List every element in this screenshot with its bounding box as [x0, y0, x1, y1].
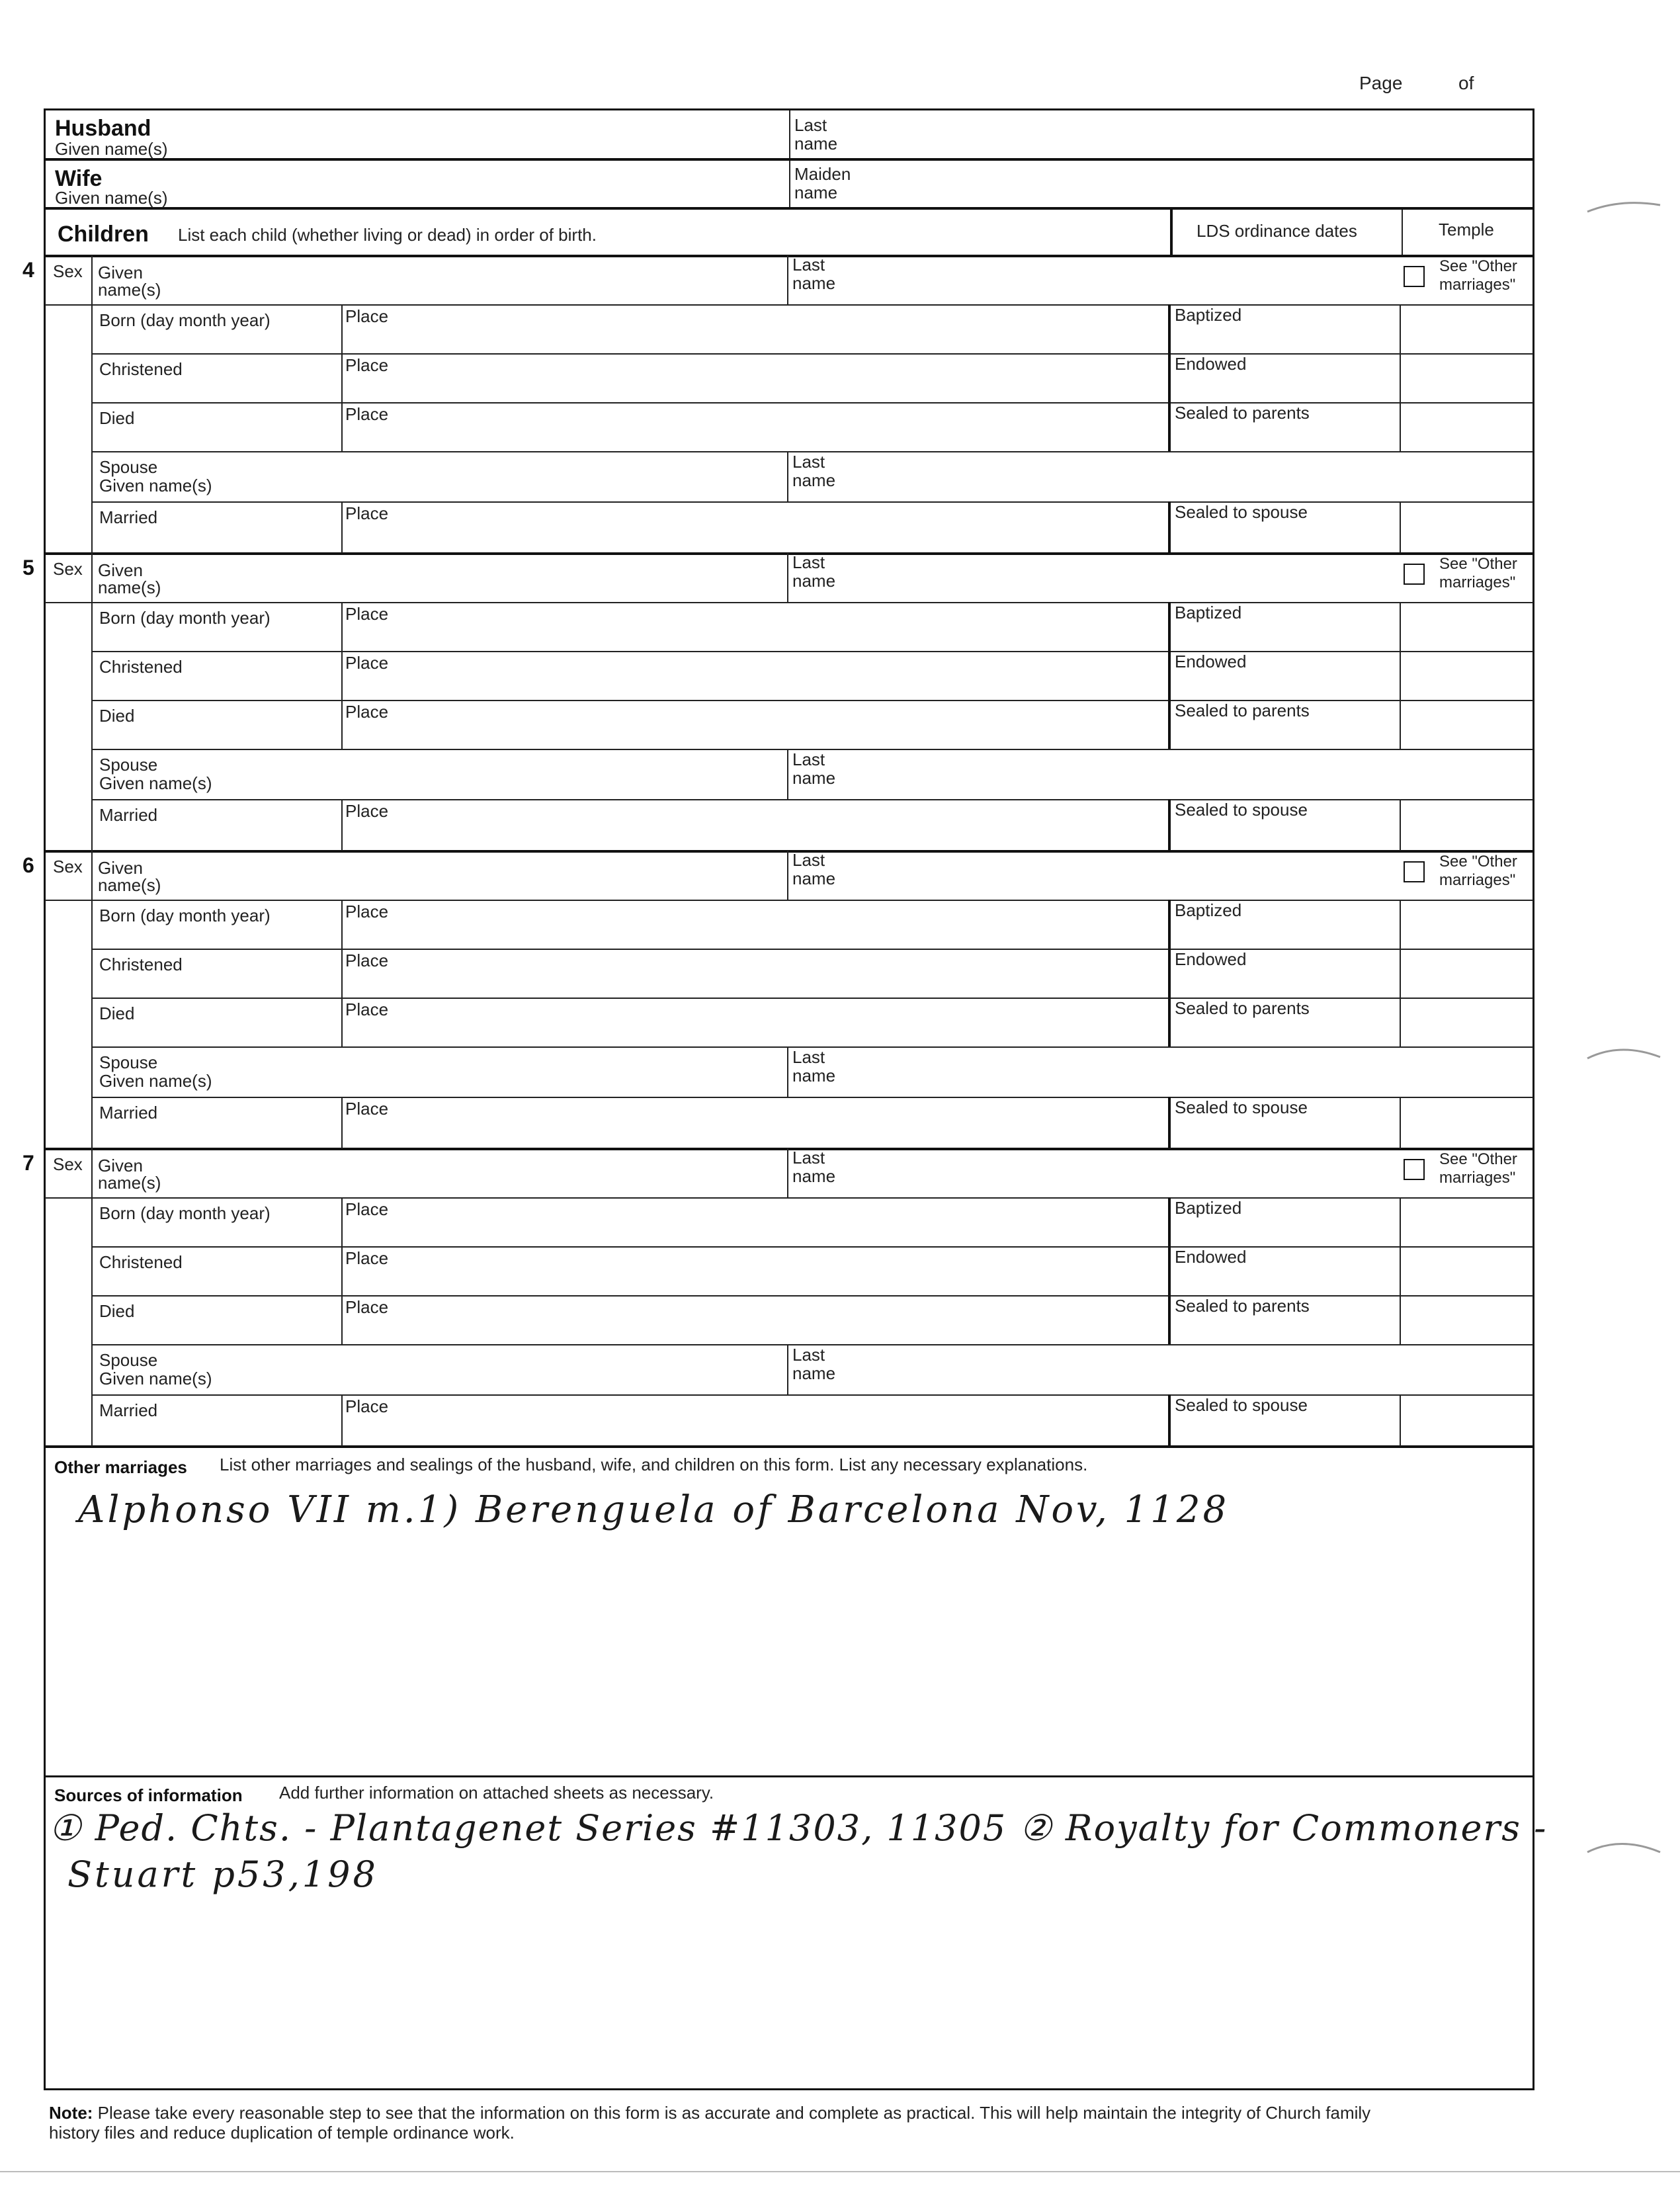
christened-label: Christened	[99, 955, 183, 974]
husband-given-field[interactable]	[244, 110, 786, 158]
child-number: 5	[22, 556, 34, 579]
spouse-label: Spouse	[99, 457, 158, 477]
given-names-label: name(s)	[98, 577, 161, 597]
row-line	[91, 700, 1533, 701]
note-line2: history files and reduce duplication of temple ordinance work.	[49, 2123, 515, 2143]
ordinance-divider	[1168, 304, 1171, 451]
spouse-last-name-label: name	[792, 1363, 836, 1383]
marriages-label: marriages"	[1439, 1169, 1516, 1187]
divider	[787, 1148, 788, 1199]
spouse-last-label: Last	[792, 452, 825, 472]
christened-place-label: Place	[345, 951, 389, 970]
temple-divider	[1400, 501, 1401, 553]
temple-divider	[1400, 1394, 1401, 1446]
see-other-marriages-checkbox[interactable]	[1404, 1159, 1425, 1180]
note-text-1: Please take every reasonable step to see that the information on this form is as accurate and complete as practical. This will help maintain the integrity of Church family	[97, 2103, 1371, 2123]
lds-ordinance-label: LDS ordinance dates	[1197, 221, 1357, 241]
place-divider	[341, 900, 343, 1046]
ordinance-divider	[1168, 799, 1171, 851]
other-marriages-instructions: List other marriages and sealings of the husband, wife, and children on this form. List any necessary explanations.	[220, 1455, 1088, 1474]
christened-place-label: Place	[345, 653, 389, 673]
temple-divider	[1400, 900, 1401, 1046]
ordinance-divider	[1168, 501, 1171, 553]
sealed-spouse-label: Sealed to spouse	[1175, 1097, 1308, 1117]
wife-maiden-label: Maiden	[794, 164, 851, 184]
husband-name-label: name	[794, 134, 838, 153]
row-line	[45, 304, 1533, 306]
husband-last-label: Last	[794, 115, 827, 135]
wife-title: Wife	[55, 166, 103, 191]
see-other-label: See "Other	[1439, 257, 1517, 275]
married-label: Married	[99, 1103, 158, 1123]
see-other-marriages-checkbox[interactable]	[1404, 266, 1425, 287]
child-frame	[44, 1148, 1534, 1447]
sealed-parents-label: Sealed to parents	[1175, 1296, 1310, 1316]
spouse-given-label: Given name(s)	[99, 773, 212, 793]
row-line	[45, 1197, 1533, 1199]
place-divider	[341, 501, 343, 553]
divider	[787, 255, 788, 306]
sex-divider	[91, 851, 93, 1148]
divider	[787, 851, 788, 901]
last-label: Last	[792, 255, 825, 275]
note-line1	[49, 2104, 1370, 2122]
see-other-label: See "Other	[1439, 1150, 1517, 1168]
other-marriages-section[interactable]	[46, 1449, 1532, 1775]
see-other-marriages-checkbox[interactable]	[1404, 564, 1425, 585]
born-place-label: Place	[345, 902, 389, 921]
christened-place-label: Place	[345, 1248, 389, 1268]
row-line	[91, 353, 1533, 355]
sex-divider	[91, 1148, 93, 1446]
last-label: Last	[792, 552, 825, 572]
temple-divider	[1400, 1097, 1401, 1148]
last-name-label: name	[792, 571, 836, 591]
given-label: Given	[98, 858, 143, 878]
wife-row	[44, 159, 1534, 209]
sources-handwritten-line2: Stuart p53,198	[67, 1853, 378, 1895]
children-header	[44, 208, 1534, 257]
wife-given-field[interactable]	[244, 161, 786, 207]
divider	[789, 161, 790, 207]
ordinance-divider	[1168, 1197, 1171, 1344]
spouse-last-name-label: name	[792, 1066, 836, 1085]
row-line	[91, 949, 1533, 950]
died-label: Died	[99, 1003, 135, 1023]
row-line	[45, 602, 1533, 603]
sex-label: Sex	[53, 857, 83, 876]
spouse-last-divider	[787, 1046, 788, 1097]
christened-label: Christened	[99, 657, 183, 677]
born-label: Born (day month year)	[99, 310, 271, 330]
wife-name-label: name	[794, 183, 838, 202]
endowed-label: Endowed	[1175, 1247, 1247, 1267]
see-other-label: See "Other	[1439, 555, 1517, 573]
ordinance-divider	[1168, 1097, 1171, 1148]
husband-title: Husband	[55, 116, 151, 141]
spouse-given-label: Given name(s)	[99, 476, 212, 495]
married-label: Married	[99, 805, 158, 825]
row-line	[91, 1295, 1533, 1297]
child-frame	[44, 255, 1534, 554]
born-label: Born (day month year)	[99, 906, 271, 925]
wife-maiden-field[interactable]	[879, 161, 1527, 207]
place-divider	[341, 1394, 343, 1446]
husband-given-label: Given name(s)	[55, 139, 168, 159]
married-place-label: Place	[345, 1396, 389, 1416]
sources-section[interactable]	[46, 1778, 1548, 2088]
sex-label: Sex	[53, 559, 83, 579]
spouse-last-divider	[787, 451, 788, 501]
given-label: Given	[98, 263, 143, 282]
sealed-spouse-label: Sealed to spouse	[1175, 502, 1308, 522]
punch-mark	[1587, 203, 1660, 212]
born-place-label: Place	[345, 604, 389, 624]
endowed-label: Endowed	[1175, 354, 1247, 374]
given-label: Given	[98, 1156, 143, 1175]
spouse-given-label: Given name(s)	[99, 1369, 212, 1388]
born-place-label: Place	[345, 306, 389, 326]
married-place-label: Place	[345, 1099, 389, 1119]
ordinance-divider	[1168, 1394, 1171, 1446]
died-label: Died	[99, 408, 135, 428]
child-frame	[44, 553, 1534, 852]
sealed-spouse-label: Sealed to spouse	[1175, 1395, 1308, 1415]
married-label: Married	[99, 1400, 158, 1420]
born-place-label: Place	[345, 1199, 389, 1219]
died-label: Died	[99, 706, 135, 726]
child-block-6	[0, 851, 1541, 1150]
christened-label: Christened	[99, 1252, 183, 1272]
place-divider	[341, 304, 343, 451]
of-label: of	[1458, 73, 1474, 93]
temple-label: Temple	[1439, 220, 1494, 239]
page-label: Page	[1359, 73, 1403, 93]
divider	[1402, 210, 1403, 255]
punch-mark	[1587, 1050, 1660, 1058]
sealed-spouse-label: Sealed to spouse	[1175, 800, 1308, 820]
divider	[1170, 210, 1173, 255]
temple-divider	[1400, 602, 1401, 749]
children-title: Children	[58, 222, 149, 247]
child-frame	[44, 851, 1534, 1150]
child-number: 4	[22, 258, 34, 282]
temple-divider	[1400, 304, 1401, 451]
child-number: 6	[22, 853, 34, 877]
spouse-last-name-label: name	[792, 768, 836, 788]
row-line	[91, 1097, 1533, 1098]
punch-mark	[1587, 1844, 1660, 1853]
child-block-5	[0, 553, 1541, 852]
sources-instructions: Add further information on attached sheets as necessary.	[279, 1783, 714, 1803]
given-names-label: name(s)	[98, 875, 161, 895]
place-divider	[341, 602, 343, 749]
ordinance-divider	[1168, 602, 1171, 749]
row-line	[91, 1394, 1533, 1396]
divider	[787, 553, 788, 603]
endowed-label: Endowed	[1175, 652, 1247, 671]
row-line	[91, 501, 1533, 503]
child-block-4	[0, 255, 1541, 554]
see-other-marriages-checkbox[interactable]	[1404, 861, 1425, 882]
last-label: Last	[792, 1148, 825, 1168]
married-place-label: Place	[345, 503, 389, 523]
baptized-label: Baptized	[1175, 900, 1242, 920]
born-label: Born (day month year)	[99, 608, 271, 628]
children-instructions: List each child (whether living or dead) in order of birth.	[178, 225, 597, 245]
place-divider	[341, 799, 343, 851]
spouse-given-label: Given name(s)	[99, 1071, 212, 1091]
other-marriages-title: Other marriages	[54, 1457, 187, 1477]
ordinance-divider	[1168, 900, 1171, 1046]
endowed-label: Endowed	[1175, 949, 1247, 969]
wife-given-label: Given name(s)	[55, 188, 168, 208]
row-line	[91, 402, 1533, 404]
sex-divider	[91, 553, 93, 851]
died-place-label: Place	[345, 404, 389, 424]
spouse-label: Spouse	[99, 755, 158, 775]
given-names-label: name(s)	[98, 280, 161, 300]
row-line	[91, 651, 1533, 652]
temple-divider	[1400, 799, 1401, 851]
last-name-label: name	[792, 273, 836, 293]
sources-handwritten-line1: ① Ped. Chts. - Plantagenet Series #11303, 11305 ② Royalty for Commoners -	[49, 1807, 1548, 1849]
hole-punch-marks	[1574, 185, 1673, 1905]
spouse-last-label: Last	[792, 1047, 825, 1067]
spouse-last-label: Last	[792, 1345, 825, 1365]
died-label: Died	[99, 1301, 135, 1321]
marriages-label: marriages"	[1439, 276, 1516, 294]
child-number: 7	[22, 1151, 34, 1175]
sealed-parents-label: Sealed to parents	[1175, 998, 1310, 1018]
christened-label: Christened	[99, 359, 183, 379]
row-line	[91, 998, 1533, 999]
note-title: Note:	[49, 2103, 93, 2123]
spouse-last-name-label: name	[792, 470, 836, 490]
died-place-label: Place	[345, 702, 389, 722]
sealed-parents-label: Sealed to parents	[1175, 701, 1310, 720]
marriages-label: marriages"	[1439, 574, 1516, 591]
temple-divider	[1400, 1197, 1401, 1344]
row-line	[45, 900, 1533, 901]
husband-row	[44, 108, 1534, 160]
see-other-label: See "Other	[1439, 853, 1517, 871]
husband-last-field[interactable]	[879, 110, 1527, 158]
spouse-last-divider	[787, 1344, 788, 1394]
child-block-7	[0, 1148, 1541, 1447]
sealed-parents-label: Sealed to parents	[1175, 403, 1310, 423]
row-line	[91, 799, 1533, 800]
place-divider	[341, 1197, 343, 1344]
died-place-label: Place	[345, 1000, 389, 1019]
sex-label: Sex	[53, 1154, 83, 1174]
place-divider	[341, 1097, 343, 1148]
spouse-last-label: Last	[792, 749, 825, 769]
spouse-label: Spouse	[99, 1350, 158, 1370]
sex-label: Sex	[53, 261, 83, 281]
last-name-label: name	[792, 1166, 836, 1186]
married-place-label: Place	[345, 801, 389, 821]
baptized-label: Baptized	[1175, 1198, 1242, 1218]
spouse-label: Spouse	[99, 1052, 158, 1072]
divider	[789, 110, 790, 158]
baptized-label: Baptized	[1175, 603, 1242, 622]
other-marriages-handwritten: Alphonso VII m.1) Berenguela of Barcelona Nov, 1128	[78, 1488, 1230, 1531]
section-divider	[45, 1775, 1533, 1777]
bottom-scan-line	[0, 2171, 1680, 2172]
sources-title: Sources of information	[54, 1785, 243, 1805]
married-label: Married	[99, 507, 158, 527]
row-line	[91, 1246, 1533, 1248]
marriages-label: marriages"	[1439, 871, 1516, 889]
given-names-label: name(s)	[98, 1173, 161, 1193]
christened-place-label: Place	[345, 355, 389, 375]
given-label: Given	[98, 560, 143, 580]
died-place-label: Place	[345, 1297, 389, 1317]
born-label: Born (day month year)	[99, 1203, 271, 1223]
sex-divider	[91, 255, 93, 553]
spouse-last-divider	[787, 749, 788, 799]
last-label: Last	[792, 850, 825, 870]
last-name-label: name	[792, 869, 836, 888]
baptized-label: Baptized	[1175, 305, 1242, 325]
